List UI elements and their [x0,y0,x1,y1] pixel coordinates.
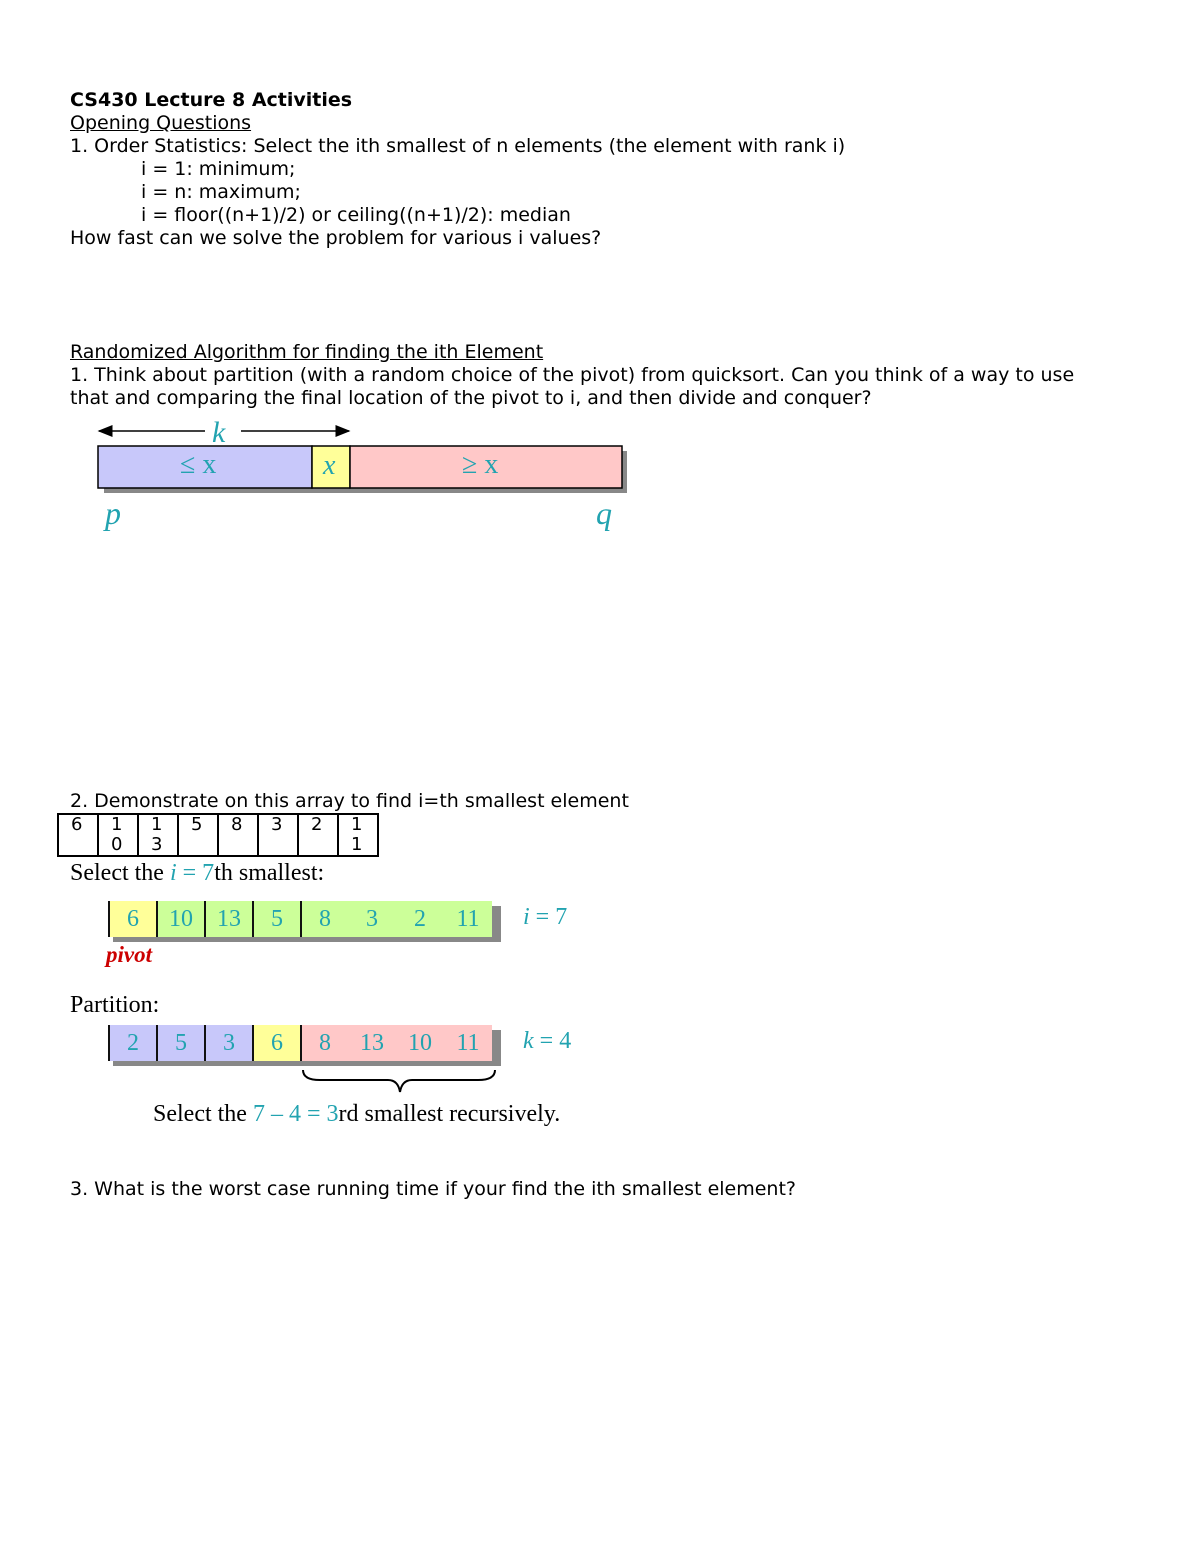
row2-cell: 5 [156,1025,204,1061]
k-equals-label: k = 4 [523,1028,572,1054]
row1-cell: 3 [348,901,396,937]
partition-figure [95,418,635,533]
section-heading-randomized: Randomized Algorithm for finding the ith Element [70,341,544,363]
k-label: k [212,416,226,449]
case-minimum: i = 1: minimum; [141,158,296,180]
case-median: i = floor((n+1)/2) or ceiling((n+1)/2): median [141,204,571,226]
i-equals-label: i = 7 [523,904,568,930]
row2-cell: 3 [204,1025,252,1061]
greater-equal-label: ≥ x [462,449,499,480]
row1-cell: 2 [396,901,444,937]
question-3-text: 3. What is the worst case running time if your find the ith smallest element? [70,1178,796,1200]
row2-cell: 8 [300,1025,348,1061]
q-label: q [596,495,612,531]
pivot-label: pivot [106,942,152,967]
row1-cell: 10 [156,901,204,937]
how-fast-question: How fast can we solve the problem for various i values? [70,227,602,249]
row2-cell: 13 [348,1025,396,1061]
array-cell: 8 [218,814,258,856]
array-cell: 1 0 [98,814,138,856]
recursive-caption: Select the 7 – 4 = 3rd smallest recursively. [153,1101,561,1127]
array-row-partitioned [108,1025,492,1061]
section-heading-opening: Opening Questions [70,112,252,134]
array-cell: 3 [258,814,298,856]
array-cell: 1 1 [338,814,378,856]
row2-cell: 2 [108,1025,156,1061]
randomized-line-2: that and comparing the final location of the pivot to i, and then divide and conquer? [70,387,872,409]
less-equal-label: ≤ x [180,449,217,480]
select-heading: Select the i = 7th smallest: [70,860,325,886]
array-row-initial [108,901,492,937]
row2-cell: 6 [252,1025,300,1061]
curly-brace [300,1068,500,1098]
question-2-text: 2. Demonstrate on this array to find i=th smallest element [70,790,629,812]
row1-cell: 5 [252,901,300,937]
input-array-table [57,813,379,857]
array-cell: 6 [58,814,98,856]
p-label: p [105,495,121,531]
pivot-x-label: x [323,450,336,481]
row1-cell: 8 [300,901,348,937]
array-cell: 2 [298,814,338,856]
question-1-text: 1. Order Statistics: Select the ith smallest of n elements (the element with rank i) [70,135,846,157]
page-title: CS430 Lecture 8 Activities [70,89,353,111]
row1-cell: 13 [204,901,252,937]
row1-cell: 6 [108,901,156,937]
partition-figure-svg [95,418,635,533]
array-cell: 1 3 [138,814,178,856]
partition-heading: Partition: [70,992,160,1018]
case-maximum: i = n: maximum; [141,181,301,203]
randomized-line-1: 1. Think about partition (with a random choice of the pivot) from quicksort. Can you think of a way to use [70,364,1075,386]
array-cell: 5 [178,814,218,856]
row2-cell: 10 [396,1025,444,1061]
row2-cell: 11 [444,1025,492,1061]
row1-cell: 11 [444,901,492,937]
